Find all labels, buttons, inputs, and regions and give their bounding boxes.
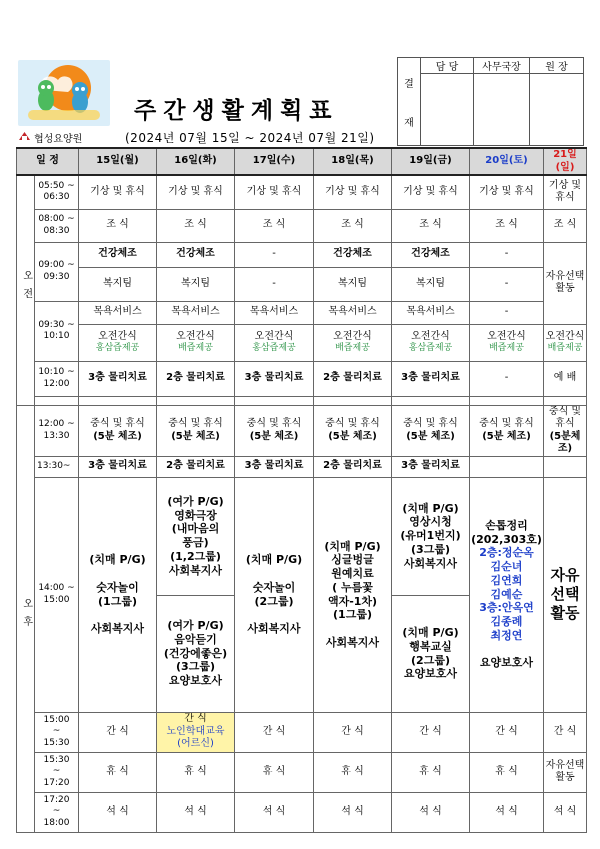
program-cell-friday-top: (치매 P/G) 영상시청 (유머1번지) (3그룹) 사회복지사 <box>392 477 470 595</box>
table-row <box>17 242 587 267</box>
program-cell-monday: (치매 P/G) 숫자놀이 (1그룹) 사회복지사 <box>79 477 157 712</box>
time-cell: 15:30 ~ 17:20 <box>35 752 79 792</box>
schedule-cell: 기상 및 휴식 <box>79 175 157 209</box>
time-cell: 05:50 ~ 06:30 <box>35 175 79 209</box>
schedule-cell: 중식 및 휴식 (5분 체조) <box>79 405 157 456</box>
spacer-row <box>17 396 587 405</box>
schedule-cell: 중식 및 휴식 (5분 체조) <box>314 405 392 456</box>
program-cell-thursday: (치매 P/G) 싱글벙글 원예치료 ( 누름꽃 액자-1차) (1그룹) 사회복지사 <box>314 477 392 712</box>
schedule-cell: 조 식 <box>470 209 544 242</box>
schedule-cell: 2층 물리치료 <box>314 361 392 396</box>
schedule-cell: 오전간식 배즙제공 <box>157 324 235 361</box>
approval-side-label: 결 재 <box>398 58 421 146</box>
day-header: 17일(수) <box>235 148 314 175</box>
schedule-cell: 기상 및 휴식 <box>470 175 544 209</box>
approval-role: 담 당 <box>421 58 474 74</box>
schedule-cell: 기상 및 휴식 <box>157 175 235 209</box>
schedule-cell: 복지팀 <box>157 267 235 301</box>
schedule-cell: 중식 및 휴식 (5분 체조) <box>392 405 470 456</box>
program-cell-sunday: 자유 선택 활동 <box>544 477 587 712</box>
schedule-cell: 석 식 <box>157 792 235 832</box>
logo <box>18 60 110 126</box>
schedule-cell: - <box>235 267 314 301</box>
time-cell: 17:20 ~ 18:00 <box>35 792 79 832</box>
time-cell: 10:10 ~ 12:00 <box>35 361 79 396</box>
org-name-text: 협성요양원 <box>34 134 83 145</box>
approval-box <box>397 57 584 146</box>
page-title: 주간생활계획표 <box>134 98 339 124</box>
schedule-cell: 목욕서비스 <box>235 301 314 324</box>
schedule-cell: 건강체조 <box>79 242 157 267</box>
schedule-cell: 석 식 <box>470 792 544 832</box>
schedule-cell: 건강체조 <box>157 242 235 267</box>
schedule-cell: 복지팀 <box>79 267 157 301</box>
approval-sign-box[interactable] <box>421 74 474 146</box>
program-cell-friday-bottom: (치매 P/G) 행복교실 (2그룹) 요양보호사 <box>392 595 470 712</box>
schedule-cell: 3층 물리치료 <box>79 456 157 477</box>
day-header-sunday: 21일(일) <box>544 148 587 175</box>
header-schedule: 일 정 <box>17 148 79 175</box>
schedule-cell: 복지팀 <box>392 267 470 301</box>
schedule-cell: 목욕서비스 <box>79 301 157 324</box>
schedule-cell-highlight: 간 식 노인학대교육 (어르신) <box>157 712 235 752</box>
schedule-cell: 기상 및 휴식 <box>392 175 470 209</box>
day-header: 16일(화) <box>157 148 235 175</box>
schedule-table <box>16 147 587 833</box>
schedule-cell: 조 식 <box>314 209 392 242</box>
schedule-cell: 석 식 <box>235 792 314 832</box>
schedule-cell: 오전간식 홍삼즙제공 <box>79 324 157 361</box>
schedule-cell: 조 식 <box>235 209 314 242</box>
schedule-cell: 자유선택 활동 <box>544 242 587 324</box>
time-cell: 09:00 ~ 09:30 <box>35 242 79 301</box>
schedule-cell: 휴 식 <box>470 752 544 792</box>
schedule-cell: 중식 및 휴식 (5분체조) <box>544 405 587 456</box>
schedule-cell: 휴 식 <box>157 752 235 792</box>
program-cell-saturday: 손톱정리 (202,303호) 2층:정순옥 김순녀 김연희 김예순 3층:안옥연 김종례 최정연 요양보호사 <box>470 477 544 712</box>
org-name <box>18 130 82 145</box>
time-cell: 09:30 ~ 10:10 <box>35 301 79 361</box>
schedule-cell: 간 식 <box>470 712 544 752</box>
schedule-cell: 3층 물리치료 <box>392 456 470 477</box>
schedule-cell: 휴 식 <box>79 752 157 792</box>
schedule-cell: 중식 및 휴식 (5분 체조) <box>235 405 314 456</box>
org-logo-icon <box>18 131 31 144</box>
time-cell: 14:00 ~ 15:00 <box>35 477 79 712</box>
schedule-cell: 간 식 <box>235 712 314 752</box>
schedule-cell: 예 배 <box>544 361 587 396</box>
schedule-cell: 기상 및 휴식 <box>314 175 392 209</box>
table-row <box>17 752 587 792</box>
schedule-cell: 건강체조 <box>314 242 392 267</box>
header-row <box>17 148 587 175</box>
schedule-cell: 오전간식 배즙제공 <box>470 324 544 361</box>
day-header: 15일(월) <box>79 148 157 175</box>
program-cell-tuesday-bottom: (여가 P/G) 음악듣기 (건강에좋은) (3그룹) 요양보호사 <box>157 595 235 712</box>
program-cell-tuesday-top: (여가 P/G) 영화극장 (내마음의 풍금) (1,2그룹) 사회복지사 <box>157 477 235 595</box>
table-row <box>17 324 587 361</box>
schedule-cell: 중식 및 휴식 (5분 체조) <box>470 405 544 456</box>
schedule-cell: 간 식 <box>544 712 587 752</box>
schedule-cell: 건강체조 <box>392 242 470 267</box>
schedule-cell: 자유선택 활동 <box>544 752 587 792</box>
table-row <box>17 301 587 324</box>
schedule-cell: 3층 물리치료 <box>235 456 314 477</box>
section-label-am: 오전 <box>17 175 35 405</box>
schedule-cell: 기상 및 휴식 <box>544 175 587 209</box>
time-cell: 12:00 ~ 13:30 <box>35 405 79 456</box>
schedule-cell: 조 식 <box>392 209 470 242</box>
schedule-cell: 3층 물리치료 <box>235 361 314 396</box>
schedule-cell: 기상 및 휴식 <box>235 175 314 209</box>
section-label-pm: 오후 <box>17 405 35 832</box>
table-row <box>17 712 587 752</box>
schedule-cell: 석 식 <box>544 792 587 832</box>
schedule-cell: 석 식 <box>314 792 392 832</box>
schedule-cell: 3층 물리치료 <box>79 361 157 396</box>
time-cell: 13:30~ <box>35 456 79 477</box>
day-header-saturday: 20일(토) <box>470 148 544 175</box>
schedule-cell: 2층 물리치료 <box>157 361 235 396</box>
schedule-cell: 3층 물리치료 <box>392 361 470 396</box>
schedule-cell: 간 식 <box>392 712 470 752</box>
schedule-cell: 휴 식 <box>314 752 392 792</box>
schedule-cell: - <box>470 361 544 396</box>
schedule-cell: 휴 식 <box>235 752 314 792</box>
schedule-cell: 2층 물리치료 <box>314 456 392 477</box>
approval-role: 원 장 <box>530 58 584 74</box>
table-row <box>17 361 587 396</box>
schedule-cell: - <box>470 301 544 324</box>
schedule-cell: 중식 및 휴식 (5분 체조) <box>157 405 235 456</box>
schedule-cell: 복지팀 <box>314 267 392 301</box>
table-row <box>17 175 587 209</box>
schedule-period: (2024년 07월 15일 ~ 2024년 07월 21일) <box>125 131 375 145</box>
schedule-cell: 목욕서비스 <box>314 301 392 324</box>
day-header: 18일(목) <box>314 148 392 175</box>
table-row <box>17 792 587 832</box>
time-cell: 08:00 ~ 08:30 <box>35 209 79 242</box>
schedule-cell: 오전간식 배즙제공 <box>314 324 392 361</box>
table-row <box>17 209 587 242</box>
table-row <box>17 477 587 595</box>
schedule-cell: 오전간식 홍삼즙제공 <box>392 324 470 361</box>
table-row <box>17 267 587 301</box>
schedule-cell: 조 식 <box>544 209 587 242</box>
schedule-cell: 목욕서비스 <box>392 301 470 324</box>
table-row <box>17 456 587 477</box>
schedule-cell: 휴 식 <box>392 752 470 792</box>
time-cell: 15:00 ~ 15:30 <box>35 712 79 752</box>
day-header: 19일(금) <box>392 148 470 175</box>
schedule-cell: 오전간식 배즙제공 <box>544 324 587 361</box>
schedule-cell: 2층 물리치료 <box>157 456 235 477</box>
approval-sign-box[interactable] <box>474 74 530 146</box>
schedule-cell: 조 식 <box>157 209 235 242</box>
schedule-cell: 석 식 <box>392 792 470 832</box>
approval-role: 사무국장 <box>474 58 530 74</box>
schedule-cell: - <box>235 242 314 267</box>
schedule-cell: 간 식 <box>79 712 157 752</box>
table-row <box>17 405 587 456</box>
approval-sign-box[interactable] <box>530 74 584 146</box>
schedule-cell: 오전간식 홍삼즙제공 <box>235 324 314 361</box>
program-cell-wednesday: (치매 P/G) 숫자놀이 (2그룹) 사회복지사 <box>235 477 314 712</box>
schedule-cell: - <box>470 242 544 267</box>
schedule-cell: - <box>470 267 544 301</box>
schedule-cell: 석 식 <box>79 792 157 832</box>
schedule-cell: 목욕서비스 <box>157 301 235 324</box>
schedule-cell: 조 식 <box>79 209 157 242</box>
schedule-cell: 간 식 <box>314 712 392 752</box>
